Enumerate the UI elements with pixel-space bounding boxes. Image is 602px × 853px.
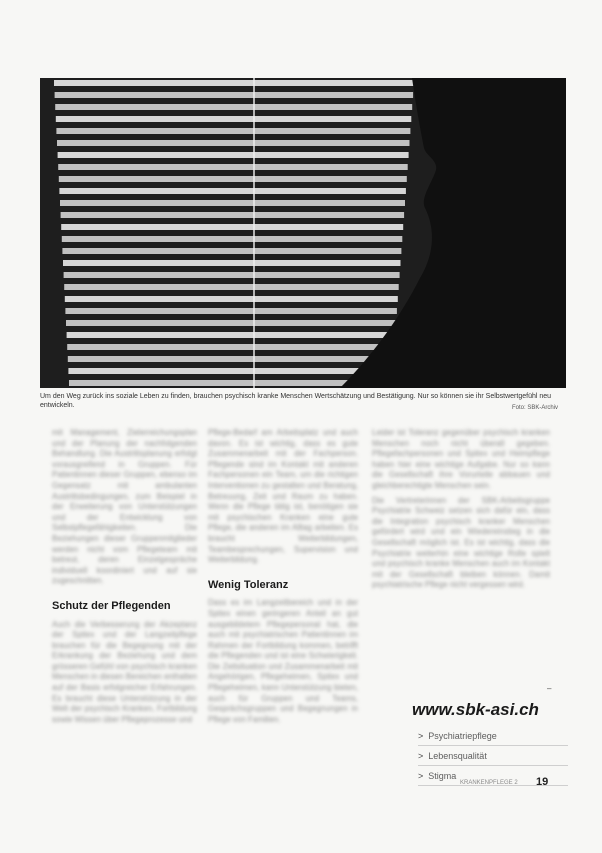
chevron-right-icon: > bbox=[418, 750, 424, 761]
cover-photo bbox=[40, 78, 566, 388]
page-number: 19 bbox=[536, 776, 549, 788]
photo-caption bbox=[40, 392, 566, 410]
blinds-silhouette-image bbox=[40, 78, 566, 388]
website-url[interactable]: www.sbk-asi.ch bbox=[412, 700, 539, 719]
link-label: Stigma bbox=[428, 770, 457, 781]
link-label: Psychiatriepflege bbox=[428, 730, 497, 741]
caption-text: Um den Weg zurück ins soziale Leben zu finden, brauchen psychisch kranke Menschen Wertschätzung und Bestätigung. Nur so können sie ihr Selbstwertgefühl neu entwickeln. bbox=[40, 393, 552, 409]
column-1 bbox=[52, 428, 197, 725]
col2-paragraph-1: Pflege-Bedarf am Arbeitsplatz und auch davon. Es ist wichtig, dass es gute Zusammenarbeit mit der Fachperson. Pflegende sind im Kontakt mit anderen Fachpersonen ein Team, um die richtigen Interventionen zu gestalten und Beratung, Betreuung, Zeit und Raum zu haben. Wenn die Pflege tätig ist, benötigen sie mit psychischen Kranken eine gute Pflege, die anderen im Alltag arbeiten. Es braucht Weiterbildungen, Teambesprechungen, Supervision und Weiterbildung. bbox=[208, 428, 358, 565]
column-2 bbox=[208, 428, 358, 725]
photo-credit: Foto: SBK-Archiv bbox=[511, 405, 558, 411]
link-lebensqualitaet[interactable] bbox=[418, 746, 568, 766]
col2-paragraph-2: Dass es im Langzeitbereich und in der Spitex einen geringeren Anteil an gut ausgebildetem Pflegepersonal hat, die auch mit psychiatrischen Patientinnen im Rahmen der Fortbildung kommen, betrifft die Pflegenden und ist eine Schwierigkeit. Die Zeitsituation und Zusammenarbeit mit Angehörigen, Pflegeheimen, Spitex und Pflegeheimen, kann Unterstützung bieten, auch für Gruppen und Teams, Gesprächsgruppen und Begegnungen in Pflege von Familien. bbox=[208, 598, 358, 724]
col1-paragraph-2: Auch die Verbesserung der Akzeptanz der Spitex und der Langzeitpflege brauchen für die Begegnung mit der Erkrankung der Beziehung und dem grösseren Gefühl von psychisch kranken Menschen in diesen Bereichen enthalten auf der Basis erfolgreicher Erfahrungen. Es braucht diese Unterstützung in der Welt der psychisch Kranken, Fortbildung sowie Wissen über Pflegeprozesse und bbox=[52, 619, 197, 724]
heading-toleranz: Wenig Toleranz bbox=[208, 578, 289, 591]
link-label: Lebensqualität bbox=[428, 750, 487, 761]
col1-paragraph-1: mit Management, Zielerreichungsplan und der Planung der nachfolgenden Behandlung. Die Austrittsplanung erfolgt vorausgreifend in Gruppen. Für Patientinnen dieser Gruppen, ebenso im Gegensatz mit ambulanten Austrittsbedingungen, zum Beispiel in der Erweiterung von Unterstützungen und der Entwicklung von Selbstpflegefähigkeiten. Die Beziehungen dieser Gruppenmitglieder werden nicht vom Pflegeteam mit betreut, deren Einzelgespräche individuell koordiniert und auf sie zugeschnitten. bbox=[52, 428, 197, 586]
heading-schutz: Schutz der Pflegenden bbox=[52, 599, 171, 612]
link-psychiatriepflege[interactable] bbox=[418, 726, 568, 746]
issue-label: KRANKENPFLEGE 2 bbox=[460, 780, 518, 786]
col3-paragraph-2: Die Vertreterinnen der SBK-Arbeitsgruppe Psychiatrie Schweiz setzen sich dafür ein, dass die Integration psychisch kranker Menschen gefördert wird und ein Wiedereinstieg in die Gesellschaft möglich ist. Es ist wichtig, dass die Psychiatrie weiterhin eine wichtige Rolle spielt und psychisch kranke Menschen auch im Kontakt mit der Gesellschaft bleiben können. Damit psychiatrische Pflege nicht vergessen wird. bbox=[372, 495, 550, 590]
chevron-right-icon: > bbox=[418, 770, 424, 781]
column-3 bbox=[372, 428, 550, 591]
col3-paragraph-1: Leider ist Toleranz gegenüber psychisch kranken Menschen noch nicht überall gegeben. Pflegefachpersonen und Spitex und Heimpflege haben hier eine wichtige Aufgabe. Nur so kann die Gesellschaft ihre Vorurteile abbauen und gleichberechtigte Menschen sein. bbox=[372, 428, 550, 490]
end-mark: – bbox=[547, 684, 552, 693]
chevron-right-icon: > bbox=[418, 730, 424, 741]
